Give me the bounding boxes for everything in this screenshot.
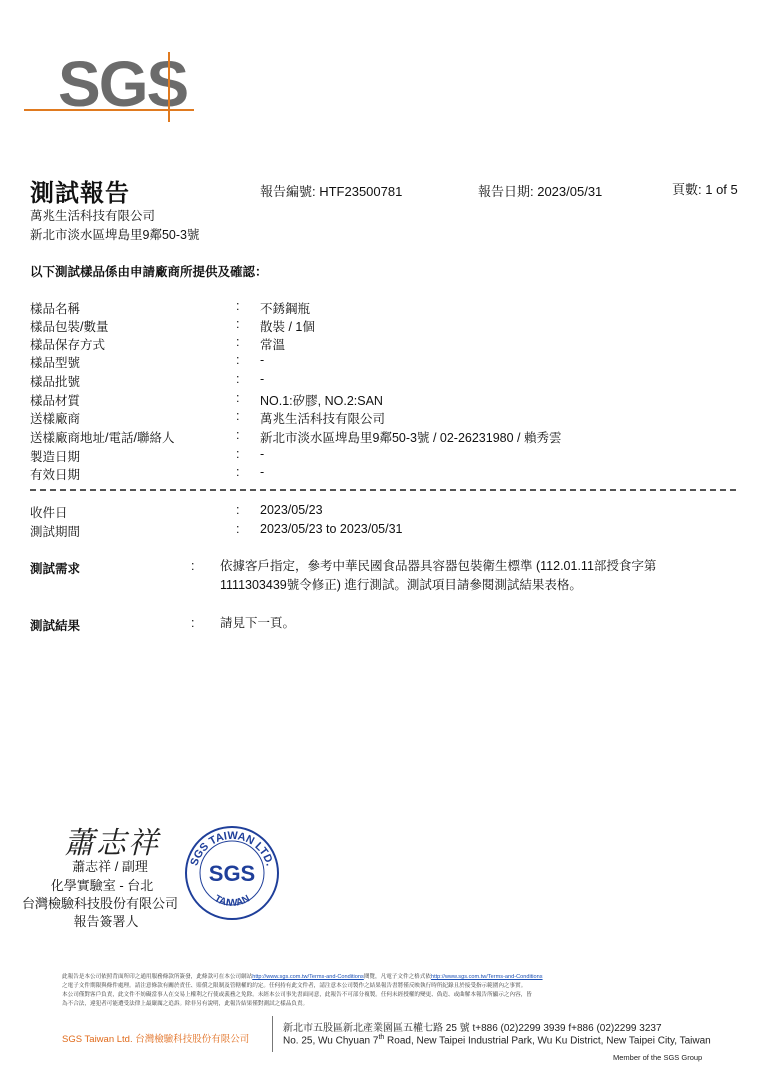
info-value: - xyxy=(260,353,265,367)
info-label: 送樣廠商地址/電話/聯絡人 xyxy=(30,431,175,445)
footer-company: SGS Taiwan Ltd. 台灣檢驗科技股份有限公司 xyxy=(62,1034,250,1045)
footer-address-cn: 新北市五股區新北產業園區五權七路 25 號 t+886 (02)2299 3939 f+886 (02)2299 3237 xyxy=(283,1023,662,1034)
report-title: 測試報告 xyxy=(30,180,130,207)
info-label: 收件日 xyxy=(30,506,68,520)
signer-role: 報告簽署人 xyxy=(73,914,139,929)
fine-print-line: 之電子文件期限與條件處理。請注意條款有關於責任、賠償之限制及管轄權的約定。任何持有此文件者，請注意本公司製作之結果報告書將僅反映執行時所紀錄且於接受指示範圍內之事實。 xyxy=(62,983,527,989)
info-row: 樣品包裝/數量 : 散裝 / 1個 xyxy=(30,317,315,334)
logo-text: SGS xyxy=(58,48,188,120)
result-label: 測試結果 xyxy=(30,619,81,633)
info-label: 樣品保存方式 xyxy=(30,338,106,352)
signer-name: 蕭志祥 / 副理 xyxy=(72,859,148,874)
member-of-sgs: Member of the SGS Group xyxy=(613,1053,703,1062)
info-row: 製造日期 : - xyxy=(30,447,265,464)
requirement-label: 測試需求 xyxy=(30,562,81,576)
requirement-text: 依據客戶指定，參考中華民國食品器具容器包裝衛生標準 (112.01.11部授食字第 1111303439號令修正) 進行測試。測試項目請參閱測試結果表格。 xyxy=(220,559,657,592)
info-label: 有效日期 xyxy=(30,468,81,482)
client-address: 新北市淡水區埤島里9鄰50-3號 xyxy=(30,228,200,242)
info-label: 樣品材質 xyxy=(30,394,81,408)
info-row: 送樣廠商地址/電話/聯絡人 : 新北市淡水區埤島里9鄰50-3號 / 02-26231980 / 賴秀雲 xyxy=(30,428,562,445)
handwritten-signature: 蕭志祥 xyxy=(64,826,160,861)
test-period-row: 測試期間 : 2023/05/23 to 2023/05/31 xyxy=(30,522,403,539)
info-value: - xyxy=(260,447,265,461)
page-count: 頁數: 1 of 5 xyxy=(672,182,738,197)
info-value: - xyxy=(260,372,265,386)
info-row: 有效日期 : - xyxy=(30,465,265,482)
client-company: 萬兆生活科技有限公司 xyxy=(30,209,156,223)
sample-statement: 以下測試樣品係由申請廠商所提供及確認： xyxy=(30,265,268,279)
fine-print-line: 本公司僅對客戶負責，此文件不妨礙當事人在交易上權利之行使或義務之免除。未經本公司事先書面同意，此報告不可部分複製。任何未經授權的變更、偽造、或曲解本報告所顯示之內容，皆 xyxy=(62,992,532,998)
received-date-row: 收件日 : 2023/05/23 xyxy=(30,503,323,520)
info-row: 樣品名稱 : 不銹鋼瓶 xyxy=(30,299,311,316)
fine-print-line: 此報告是本公司依照背面所印之通用服務條款所簽發，此條款可在本公司網站http://www.sgs.com.tw/Terms-and-Conditions閱覽，凡電子文件之格式依http://www.sgs.com.tw/Terms-and-Conditions xyxy=(62,974,543,980)
report-number: 報告編號: HTF23500781 xyxy=(260,184,403,199)
signer-company: 台灣檢驗科技股份有限公司 xyxy=(21,896,178,911)
info-value: - xyxy=(260,465,265,479)
result-text: 請見下一頁。 xyxy=(220,616,296,630)
fine-print-line: 為不合法，違犯者可能遭受法律上最嚴厲之追訴。除非另有說明，此報告結果僅對測試之樣品負責。 xyxy=(62,1001,309,1007)
info-label: 送樣廠商 xyxy=(30,412,81,426)
info-value: 常溫 xyxy=(260,338,286,352)
info-row: 樣品材質 : NO.1:矽膠, NO.2:SAN xyxy=(30,391,383,408)
svg-text:SGS: SGS xyxy=(208,861,256,886)
info-value: 新北市淡水區埤島里9鄰50-3號 / 02-26231980 / 賴秀雲 xyxy=(260,431,562,445)
info-label: 樣品名稱 xyxy=(30,302,81,316)
info-label: 製造日期 xyxy=(30,450,81,464)
svg-text:TAIWAN: TAIWAN xyxy=(212,893,252,909)
info-row: 樣品保存方式 : 常溫 xyxy=(30,335,286,352)
info-label: 樣品型號 xyxy=(30,356,81,370)
terms-link[interactable]: http://www.sgs.com.tw/Terms-and-Conditions xyxy=(252,974,364,980)
svg-text:SGS TAIWAN LTD.: SGS TAIWAN LTD. xyxy=(188,829,276,868)
footer-address-en: No. 25, Wu Chyuan 7th Road, New Taipei Industrial Park, Wu Ku District, New Taipei City, Taiwan xyxy=(283,1034,711,1047)
info-value: 萬兆生活科技有限公司 xyxy=(260,412,386,426)
sgs-seal-stamp xyxy=(182,823,282,923)
info-row: 樣品批號 : - xyxy=(30,372,265,389)
terms-link[interactable]: http://www.sgs.com.tw/Terms-and-Conditions xyxy=(430,974,543,980)
info-label: 測試期間 xyxy=(30,525,81,539)
info-label: 樣品批號 xyxy=(30,375,81,389)
info-row: 樣品型號 : - xyxy=(30,353,265,370)
info-value: 不銹鋼瓶 xyxy=(260,302,311,316)
divider xyxy=(30,489,736,491)
info-value: 2023/05/23 to 2023/05/31 xyxy=(260,522,403,536)
info-value: 散裝 / 1個 xyxy=(260,320,315,334)
sgs-logo xyxy=(24,44,194,124)
signer-lab: 化學實驗室 - 台北 xyxy=(50,878,154,893)
footer-divider xyxy=(272,1016,273,1052)
info-row: 送樣廠商 : 萬兆生活科技有限公司 xyxy=(30,409,386,426)
info-label: 樣品包裝/數量 xyxy=(30,320,109,334)
info-value: 2023/05/23 xyxy=(260,503,323,517)
report-date: 報告日期: 2023/05/31 xyxy=(478,184,603,199)
info-value: NO.1:矽膠, NO.2:SAN xyxy=(260,394,383,408)
